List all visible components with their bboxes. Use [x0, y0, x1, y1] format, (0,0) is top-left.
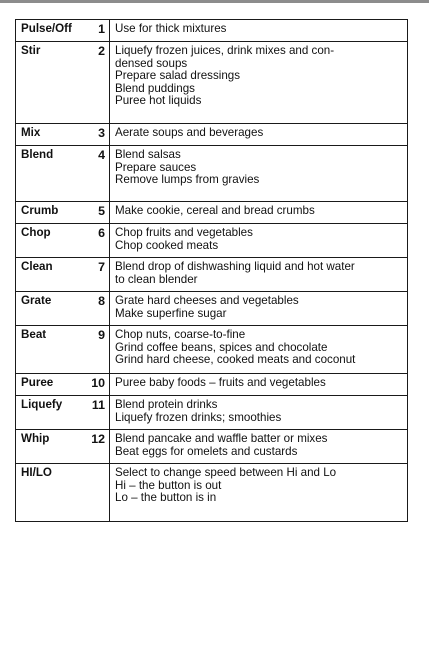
table-row [16, 464, 408, 522]
description-line: Make cookie, cereal and bread crumbs [115, 204, 315, 217]
speed-name: Puree [16, 374, 78, 396]
speed-name: Chop [16, 224, 78, 258]
speed-description [110, 326, 408, 374]
speed-description [110, 430, 408, 464]
description-line: Puree hot liquids [115, 94, 202, 108]
speed-description [110, 292, 408, 326]
speed-number: 11 [78, 396, 110, 430]
description-line: Blend drop of dishwashing liquid and hot water [115, 260, 355, 273]
speed-number: 12 [78, 430, 110, 464]
speed-name: Grate [16, 292, 78, 326]
description-line: Blend pancake and waffle batter or mixes [115, 432, 328, 445]
table-row [16, 42, 408, 124]
description-line: Make superfine sugar [115, 306, 227, 320]
description-line: Grind coffee beans, spices and chocolate [115, 340, 328, 354]
speed-number: 7 [78, 258, 110, 292]
table-row [16, 374, 408, 396]
speed-description [110, 224, 408, 258]
description-line: Prepare salad dressings [115, 69, 241, 83]
description-line: Beat eggs for omelets and custards [115, 444, 298, 458]
speed-name: Mix [16, 124, 78, 146]
speed-name: HI/LO [16, 464, 78, 522]
speed-number: 4 [78, 146, 110, 202]
top-rule [0, 0, 429, 3]
table-row [16, 20, 408, 42]
description-line: Blend protein drinks [115, 398, 218, 411]
speed-name: Stir [16, 42, 78, 124]
speed-name: Liquefy [16, 396, 78, 430]
speed-description [110, 20, 408, 42]
description-line: to clean blender [115, 272, 198, 286]
speed-name: Blend [16, 146, 78, 202]
speed-description [110, 374, 408, 396]
description-line: Liquefy frozen drinks; smoothies [115, 410, 282, 424]
speed-settings-table [15, 19, 408, 522]
description-line: Use for thick mixtures [115, 22, 227, 35]
speed-number: 2 [78, 42, 110, 124]
speed-number: 5 [78, 202, 110, 224]
table-row [16, 396, 408, 430]
speed-number: 3 [78, 124, 110, 146]
description-line: Chop cooked meats [115, 238, 219, 252]
description-line: Puree baby foods – fruits and vegetables [115, 376, 326, 389]
speed-name: Clean [16, 258, 78, 292]
description-line: Aerate soups and beverages [115, 126, 264, 139]
table-row [16, 146, 408, 202]
speed-number: 6 [78, 224, 110, 258]
table-row [16, 292, 408, 326]
description-line: Prepare sauces [115, 160, 197, 174]
speed-description [110, 202, 408, 224]
speed-name: Beat [16, 326, 78, 374]
description-line: Lo – the button is in [115, 491, 217, 505]
table-row [16, 224, 408, 258]
speed-description [110, 396, 408, 430]
table-row [16, 258, 408, 292]
speed-description [110, 146, 408, 202]
speed-table-body [16, 20, 408, 522]
description-line: Remove lumps from gravies [115, 173, 260, 187]
speed-number [78, 464, 110, 522]
description-line: Blend salsas [115, 148, 181, 161]
description-line: Select to change speed between Hi and Lo [115, 466, 337, 479]
speed-description [110, 42, 408, 124]
speed-name: Crumb [16, 202, 78, 224]
description-line: Grate hard cheeses and vegetables [115, 294, 299, 307]
description-line: densed soups [115, 56, 188, 70]
speed-name: Pulse/Off [16, 20, 78, 42]
speed-number: 1 [78, 20, 110, 42]
speed-description [110, 124, 408, 146]
description-line: Liquefy frozen juices, drink mixes and con- [115, 44, 335, 57]
table-row [16, 124, 408, 146]
table-row [16, 430, 408, 464]
speed-description [110, 258, 408, 292]
speed-number: 10 [78, 374, 110, 396]
speed-description [110, 464, 408, 522]
description-line: Chop fruits and vegetables [115, 226, 253, 239]
table-row [16, 202, 408, 224]
table-row [16, 326, 408, 374]
description-line: Chop nuts, coarse-to-fine [115, 328, 246, 341]
speed-number: 8 [78, 292, 110, 326]
description-line: Grind hard cheese, cooked meats and coconut [115, 353, 356, 367]
description-line: Hi – the button is out [115, 478, 222, 492]
speed-number: 9 [78, 326, 110, 374]
speed-name: Whip [16, 430, 78, 464]
description-line: Blend puddings [115, 81, 195, 95]
